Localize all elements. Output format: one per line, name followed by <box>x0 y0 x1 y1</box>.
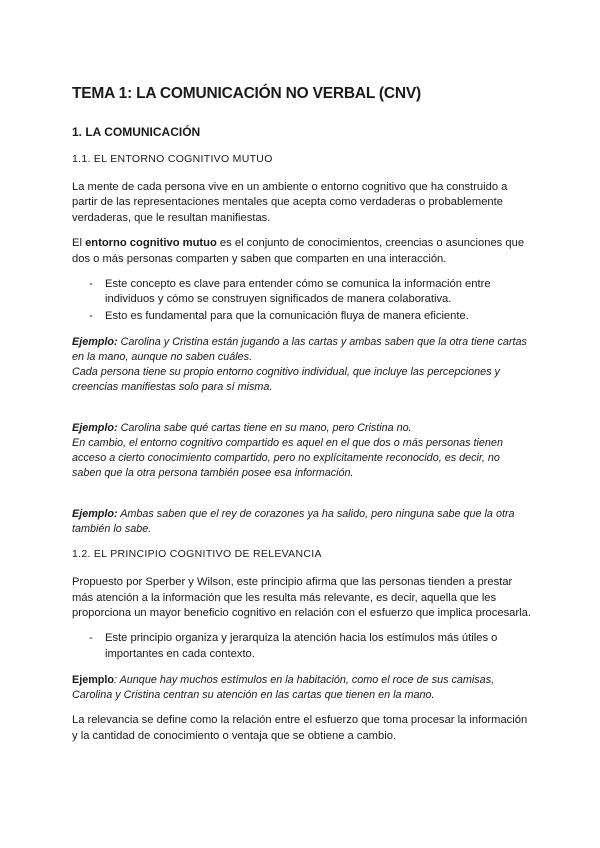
list-item <box>72 277 532 308</box>
example-label: Ejemplo: <box>72 422 118 435</box>
example-label: Ejemplo: <box>72 508 118 521</box>
para-prefix: El <box>72 237 86 250</box>
list-item-text: Este principio organiza y jerarquiza la atención hacia los estímulos más útiles o importantes en cada contexto. <box>105 632 498 660</box>
bullet-list-entorno <box>72 277 532 324</box>
list-item <box>72 309 532 324</box>
subsection-heading-relevancia: 1.2. EL PRINCIPIO COGNITIVO DE RELEVANCIA <box>72 548 322 561</box>
dash-bullet-icon: - <box>89 632 93 645</box>
dash-bullet-icon: - <box>89 309 93 322</box>
example-text: Cada persona tiene su propio entorno cognitivo individual, que incluye las percepciones y creencias manifiestas solo para sí misma. <box>72 366 500 394</box>
term-entorno-cognitivo-mutuo: entorno cognitivo mutuo <box>85 237 217 250</box>
example-block-2 <box>72 421 532 481</box>
list-item-text: Esto es fundamental para que la comunicación fluya de manera eficiente. <box>105 309 469 322</box>
subsection-heading-entorno-cognitivo: 1.1. EL ENTORNO COGNITIVO MUTUO <box>72 153 273 165</box>
example-block-3 <box>72 507 532 537</box>
section-heading-la-comunicacion: 1. LA COMUNICACIÓN <box>72 125 201 139</box>
example-text: : Aunque hay muchos estímulos en la habitación, como el roce de sus camisas, Carolina y Cristina centran su atención en las cartas que tienen en la mano. <box>72 674 495 702</box>
example-text: En cambio, el entorno cognitivo compartido es aquel en el que dos o más personas tienen acceso a cierto conocimiento compartido, pero no explícitamente reconocido, es decir, no saben que la otra persona también posee esa información. <box>72 437 503 480</box>
paragraph-relevancia-intro: Propuesto por Sperber y Wilson, este principio afirma que las personas tienden a prestar más atención a la información que les resulta más relevante, es decir, aquella que les proporciona un mayor beneficio cognitivo en relación con el esfuerzo que implica procesarla. <box>72 576 531 620</box>
example-text: Carolina y Cristina están jugando a las cartas y ambas saben que la otra tiene cartas en la mano, aunque no saben cuáles. <box>72 336 527 364</box>
document-page <box>72 84 532 754</box>
para-rest: es el conjunto de conocimientos, creencias o asunciones que dos o más personas comparten y saben que comparten en una interacción. <box>72 237 525 265</box>
list-item <box>72 631 532 662</box>
example-label: Ejemplo: <box>72 336 118 349</box>
example-block-1 <box>72 335 532 395</box>
page-title: TEMA 1: LA COMUNICACIÓN NO VERBAL (CNV) <box>72 85 421 102</box>
example-text: Carolina sabe qué cartas tiene en su mano, pero Cristina no. <box>117 422 412 435</box>
paragraph-entorno-cognitivo-mutuo <box>72 236 532 267</box>
example-label: Ejemplo <box>72 674 114 687</box>
bullet-list-relevancia <box>72 631 532 662</box>
example-text: Ambas saben que el rey de corazones ya ha salido, pero ninguna sabe que la otra también lo sabe. <box>72 508 515 536</box>
paragraph-relevancia-definicion: La relevancia se define como la relación entre el esfuerzo que toma procesar la información y la cantidad de conocimiento o ventaja que se obtiene a cambio. <box>72 714 528 742</box>
example-block-4 <box>72 673 532 703</box>
paragraph-entorno-cognitivo: La mente de cada persona vive en un ambiente o entorno cognitivo que ha construido a partir de las representaciones mentales que acepta como verdaderas o probablemente verdaderas, que le resultan manifiestas. <box>72 181 508 224</box>
dash-bullet-icon: - <box>89 278 93 291</box>
list-item-text: Este concepto es clave para entender cómo se comunica la información entre individuos y cómo se construyen significados de manera colaborativa. <box>105 278 491 306</box>
